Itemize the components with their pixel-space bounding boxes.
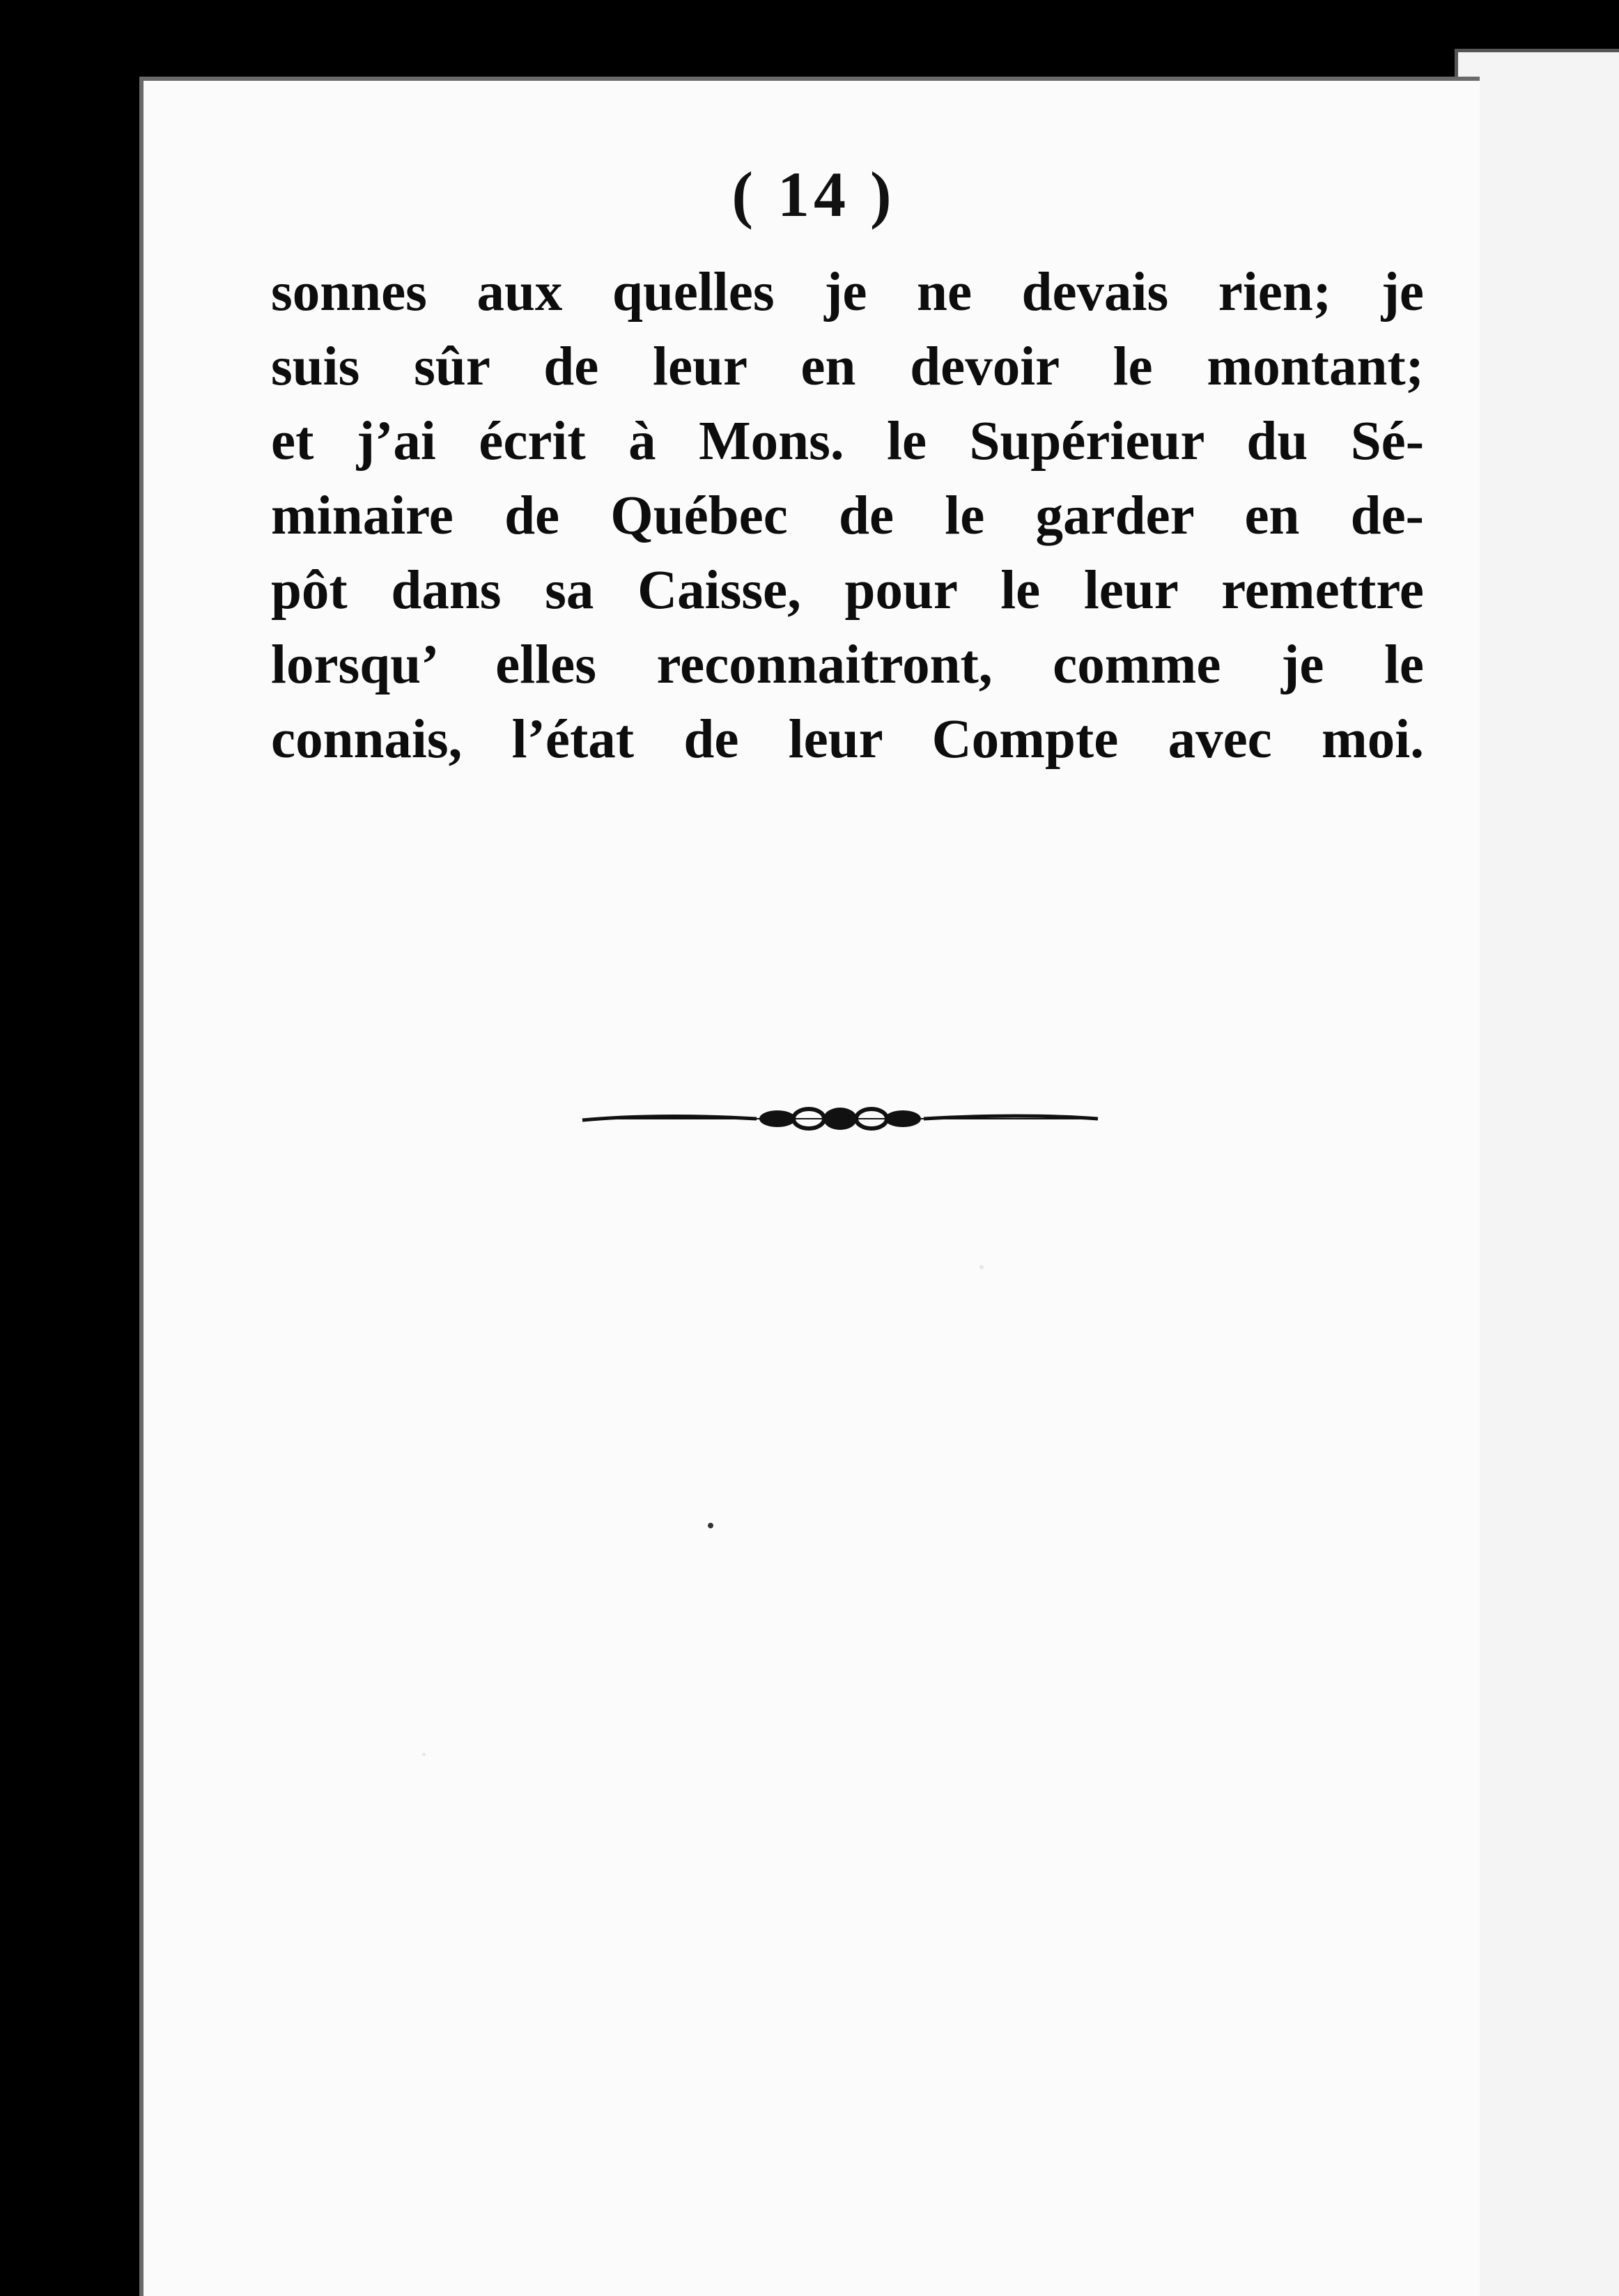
paper-speck [422, 1753, 426, 1756]
paper-speck [979, 1265, 984, 1269]
text-line: connais, l’état de leur Compte avec moi. [271, 709, 1424, 770]
text-line: suis sûr de leur en devoir le montant; [271, 336, 1424, 397]
ink-speck [708, 1523, 713, 1528]
document-page [139, 77, 1480, 2296]
page-number: ( 14 ) [731, 159, 896, 230]
ornament-divider-icon [575, 1098, 1105, 1140]
text-line: et j’ai écrit à Mons. le Supérieur du Sé- [271, 411, 1424, 472]
text-line: sonnes aux quelles je ne devais rien; je [271, 262, 1424, 323]
text-line: lorsqu’ elles reconnaitront, comme je le [271, 635, 1424, 695]
body-text [271, 255, 1424, 777]
text-line: pôt dans sa Caisse, pour le leur remettre [271, 560, 1424, 621]
text-line: minaire de Québec de le garder en de- [271, 486, 1424, 546]
